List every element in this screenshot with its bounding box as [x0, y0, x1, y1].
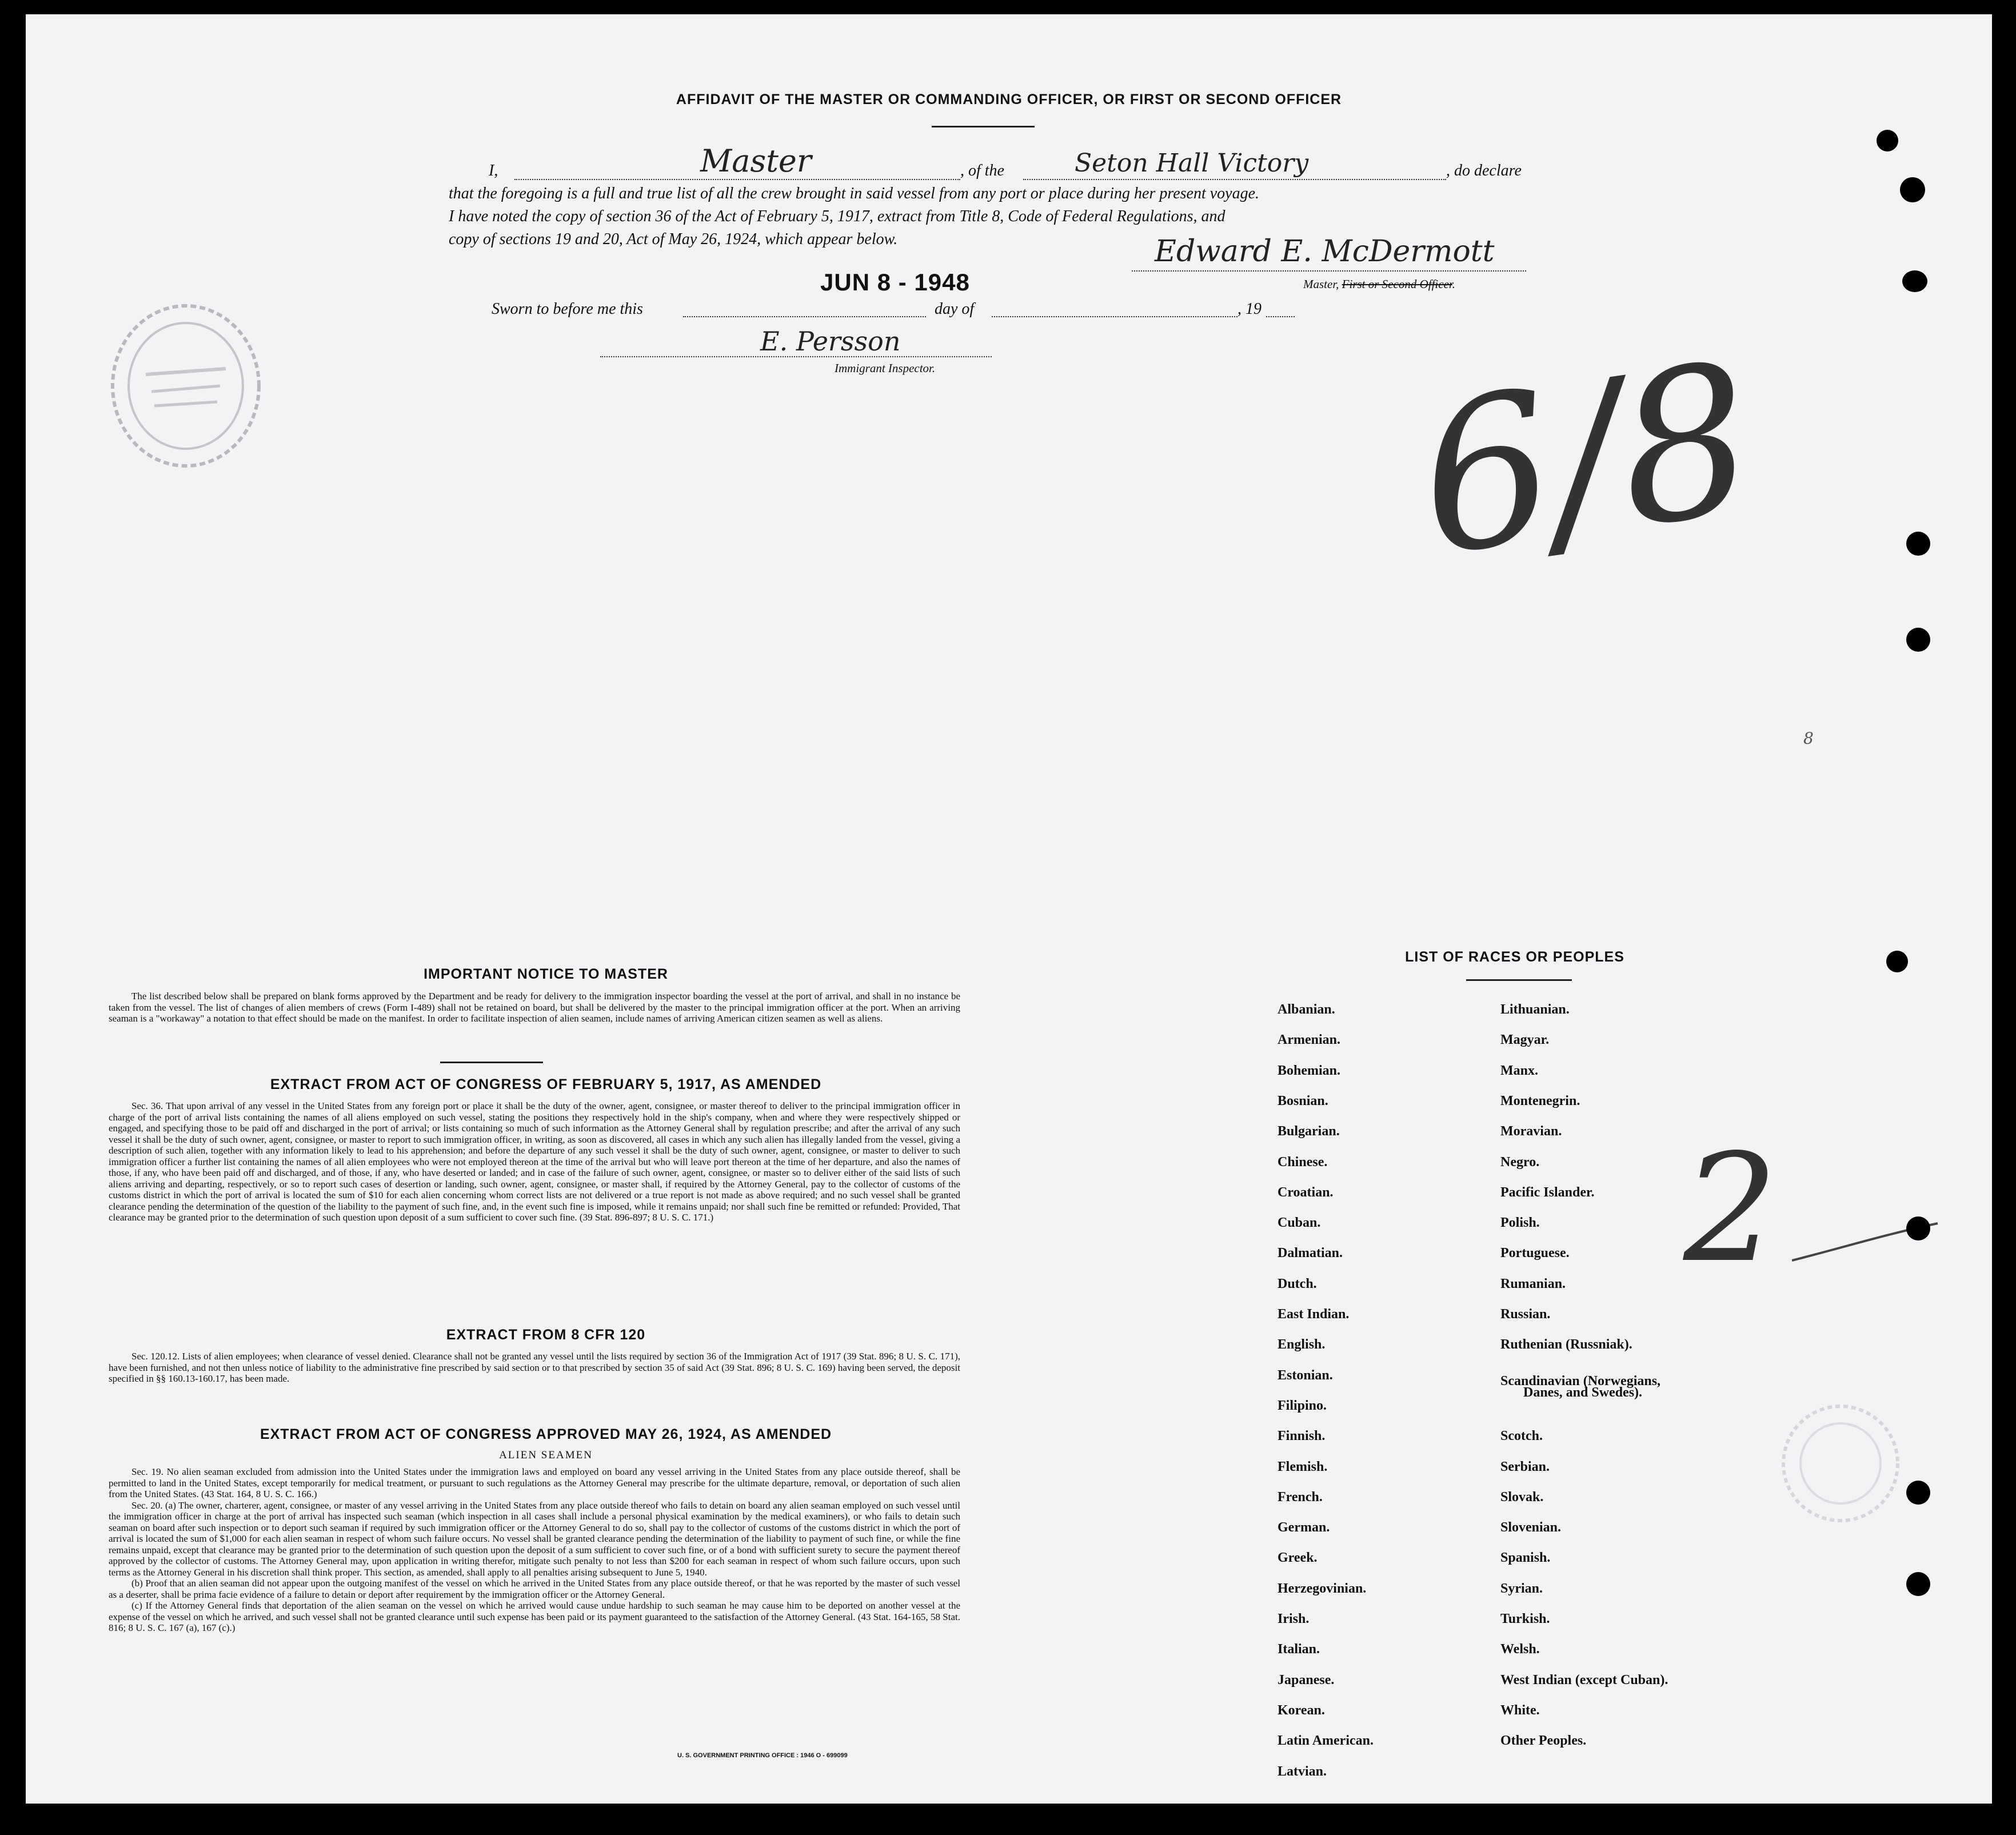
extract-1924-title: EXTRACT FROM ACT OF CONGRESS APPROVED MAY 26, 1924, AS AMENDED [260, 1426, 832, 1442]
race-item: Flemish. [1278, 1459, 1328, 1474]
punch-hole [1906, 1481, 1930, 1505]
punch-hole [1906, 628, 1930, 652]
title-divider [932, 126, 1035, 127]
race-item: Negro. [1500, 1155, 1540, 1170]
race-item: Lithuanian. [1500, 1002, 1570, 1017]
race-item: Croatian. [1278, 1185, 1334, 1200]
race-item: Montenegrin. [1500, 1094, 1580, 1108]
races-divider [1466, 979, 1572, 981]
race-item: Latin American. [1278, 1733, 1374, 1748]
race-item: Scotch. [1500, 1429, 1543, 1443]
master-label [1303, 277, 1455, 292]
race-item: Albanian. [1278, 1002, 1335, 1017]
document-page [26, 14, 1992, 1804]
race-item: Syrian. [1500, 1581, 1543, 1596]
section-20a: Sec. 20. (a) The owner, charterer, agent, consignee, or master of any vessel arriving in the United States from any place outside thereof who fails to detain on board any alien seaman employed on such vessel until the immigration officer in charge at the port of arrival has inspected such seaman (which inspection in all cases shall include a personal physical examination by the medical examiners), or who fails to detain such seaman on board after such inspection or to deport such seaman if required by such immigration officer or the Attorney General to do so, shall pay to the collector of customs of the customs district in which the port of arrival is located the sum of $1,000 for each alien seaman in respect of whom such failure occurs. No vessel shall be granted clearance pending the determination of the liability to payment of such fine, or while the fine remains unpaid, except that clearance may be granted prior to the determination of such question upon the deposit of a sum sufficient to cover such fine, or of a bond with sufficient surety to secure the payment thereof approved by the collector of customs. The Attorney General may, upon application in writing therefor, mitigate such penalty to not less than $200 for each seaman in respect of whom such failure occurs, upon such terms as the Attorney General in his discretion shall think proper. This section, as amended, shall apply to all penalties arising subsequent to June 5, 1940. [109, 1499, 960, 1578]
faint-round-stamp [1775, 1398, 1906, 1529]
extract-1924-subtitle: ALIEN SEAMEN [499, 1449, 593, 1461]
race-item: East Indian. [1278, 1307, 1350, 1322]
handwritten-rank: Master [700, 143, 812, 179]
race-item: Herzegovinian. [1278, 1581, 1367, 1596]
race-item: Magyar. [1500, 1032, 1550, 1047]
race-item: Latvian. [1278, 1764, 1327, 1779]
punch-hole [1906, 1572, 1930, 1596]
punch-hole [1877, 130, 1898, 151]
notice-divider [440, 1062, 543, 1063]
handwritten-two: 2 [1683, 1123, 1778, 1295]
inspector-line [600, 356, 992, 357]
race-item: Estonian. [1278, 1368, 1333, 1383]
handwritten-small-mark: 8 [1803, 729, 1814, 748]
customs-seal-stamp [106, 300, 266, 472]
affidavit-line-2: that the foregoing is a full and true list of all the crew brought in said vessel from any port or place during her present voyage. [449, 185, 1260, 202]
race-item: Manx. [1500, 1063, 1538, 1078]
race-item: West Indian (except Cuban). [1500, 1673, 1668, 1688]
race-item: Pacific Islander. [1500, 1185, 1595, 1200]
race-item: Scandinavian (Norwegians, [1500, 1374, 1661, 1389]
affidavit-of-the-label: , of the [960, 162, 1004, 179]
race-item: Cuban. [1278, 1215, 1321, 1230]
race-item: Irish. [1278, 1611, 1310, 1626]
race-item: Rumanian. [1500, 1276, 1566, 1291]
section-20b: (b) Proof that an alien seaman did not appear upon the outgoing manifest of the vessel on which he arrived in the United States from any place outside thereof, or that he was reported by the master of such vessel as a deserter, shall be prima facie evidence of a failure to detain or deport after requirement by the immigration officer or the Attorney General. [109, 1578, 960, 1600]
sworn-label: Sworn to before me this [492, 300, 643, 318]
year-label: , 19 [1237, 300, 1262, 318]
race-item: Bulgarian. [1278, 1124, 1340, 1139]
rank-line [514, 179, 960, 180]
race-item: Chinese. [1278, 1155, 1328, 1170]
extract-1917-body: Sec. 36. That upon arrival of any vessel in the United States from any foreign port or place it shall be the duty of the owner, agent, consignee, or master thereof to deliver to the principal immigration officer in charge of the port of arrival lists containing the names of all aliens employed on such vessel, stating the positions they respectively hold in the ship's company, when and where they were respectively shipped or engaged, and specifying those to be paid off and discharged in the port of arrival; or lists containing so much of such information as the Attorney General shall by regulation prescribe; and after the arrival of any such vessel it shall be the duty of such owner, agent, consignee, or master to report to such immigration officer, in writing, as soon as discovered, all cases in which any such alien has illegally landed from the vessel, giving a description of such alien, together with any information likely to lead to his apprehension; and before the departure of any such vessel it shall be the duty of such owner, agent, consignee, or master to deliver to such immigration officer a further list containing the names of all alien employees who were not employed thereon at the time of the arrival but who will leave port thereon at the time of her departure, and also the names of those, if any, who have been paid off and discharged, and of those, if any, who have deserted or landed; and in case of the failure of such owner, agent, consignee, or master so to deliver either of the said lists of such aliens arriving and departing, respectively, or so to report such cases of desertion or landing, such owner, agent, consignee, or master shall, if required by the Attorney General, pay to the collector of customs of the customs district in which the port of arrival is located the sum of $10 for each alien concerning whom correct lists are not delivered or a true report is not made as above required; and no such vessel shall be granted clearance pending the determination of the question of the liability to the payment of such fine, and, in the event such fine is imposed, while it remains unpaid; nor shall such fine be remitted or refunded: Provided, That clearance may be granted prior to the determination of such question upon deposit of a sum sufficient to cover such fine. (39 Stat. 896-897; 8 U. S. C. 171.) [109, 1100, 960, 1223]
race-scandinavian-continued: Danes, and Swedes). [1523, 1385, 1643, 1400]
affidavit-i-label: I, [489, 162, 498, 179]
race-item: Bohemian. [1278, 1063, 1341, 1078]
race-item: Portuguese. [1500, 1246, 1570, 1260]
vessel-line [1023, 179, 1446, 180]
punch-hole [1906, 532, 1930, 556]
race-item: Turkish. [1500, 1611, 1550, 1626]
race-item: Russian. [1500, 1307, 1551, 1322]
affidavit-title: AFFIDAVIT OF THE MASTER OR COMMANDING OFFICER, OR FIRST OR SECOND OFFICER [676, 91, 1342, 107]
master-label-struck: First or Second Officer [1342, 277, 1452, 291]
race-item: Other Peoples. [1500, 1733, 1587, 1748]
race-item: French. [1278, 1490, 1323, 1505]
race-item: Serbian. [1500, 1459, 1550, 1474]
race-item: Italian. [1278, 1642, 1320, 1657]
extract-cfr-title: EXTRACT FROM 8 CFR 120 [446, 1327, 646, 1343]
race-item: Polish. [1500, 1215, 1540, 1230]
handwritten-large-number: 6/8 [1405, 318, 1767, 602]
master-label-text: Master, [1303, 277, 1342, 291]
race-item: Filipino. [1278, 1398, 1327, 1413]
master-label-period: . [1452, 277, 1455, 291]
section-19: Sec. 19. No alien seaman excluded from admission into the United States under the immigration laws and employed on board any vessel arriving in the United States from any place outside thereof, shall be permitted to land in the United States, except temporarily for medical treatment, or pursuant to such regulations as the Attorney General may prescribe for the ultimate departure, removal, or deportation of such alien from the United States. (43 Stat. 164, 8 U. S. C. 166.) [109, 1466, 960, 1499]
punch-hole [1900, 177, 1925, 202]
master-signature: Edward E. McDermott [1155, 234, 1495, 269]
section-20c: (c) If the Attorney General finds that deportation of the alien seaman on the vessel on which he arrived would cause undue hardship to such seaman he may cause him to be deported on another vessel at the expense of the vessel on which he arrived, and such vessel shall not be granted clearance until such expense has been paid or its payment guaranteed to the satisfaction of the Attorney General. (43 Stat. 164-165, 58 Stat. 816; 8 U. S. C. 167 (a), 167 (c).) [109, 1600, 960, 1633]
notice-title: IMPORTANT NOTICE TO MASTER [424, 966, 668, 982]
affidavit-line-4: copy of sections 19 and 20, Act of May 26, 1924, which appear below. [449, 230, 898, 248]
punch-hole [1906, 1216, 1930, 1240]
date-stamp: JUN 8 - 1948 [820, 269, 970, 296]
race-item: Greek. [1278, 1550, 1318, 1565]
affidavit-line-3: I have noted the copy of section 36 of the Act of February 5, 1917, extract from Title 8, Code of Federal Regulations, and [449, 208, 1225, 225]
race-item: Korean. [1278, 1703, 1325, 1718]
punch-hole [1902, 270, 1927, 292]
extract-1924-body [109, 1466, 960, 1634]
month-line [992, 316, 1237, 317]
extract-1917-title: EXTRACT FROM ACT OF CONGRESS OF FEBRUARY 5, 1917, AS AMENDED [270, 1076, 822, 1092]
race-item: Finnish. [1278, 1429, 1326, 1443]
inspector-label: Immigrant Inspector. [835, 361, 936, 375]
race-item: Ruthenian (Russniak). [1500, 1337, 1632, 1352]
races-title: LIST OF RACES OR PEOPLES [1405, 949, 1624, 965]
race-item: Moravian. [1500, 1124, 1562, 1139]
race-item: English. [1278, 1337, 1326, 1352]
race-item: Slovenian. [1500, 1520, 1562, 1535]
race-item: White. [1500, 1703, 1540, 1718]
day-of-label: day of [935, 300, 975, 318]
race-item: Dalmatian. [1278, 1246, 1343, 1260]
punch-hole [1886, 951, 1908, 972]
notice-body: The list described below shall be prepared on blank forms approved by the Department and be ready for delivery to the immigration inspector boarding the vessel at the port of arrival, and shall in no instance be taken from the vessel. The list of changes of alien members of crews (Form I-489) shall not be retained on board, but shall be delivered by the master to the principal immigration officer at the port. When an arriving seaman is a "workaway" a notation to that effect should be made on the manifest. In order to facilitate inspection of alien seamen, include names of arriving American citizen seamen as well as aliens. [109, 991, 960, 1024]
race-item: Slovak. [1500, 1490, 1544, 1505]
handwritten-vessel: Seton Hall Victory [1075, 149, 1309, 178]
signature-line [1132, 270, 1526, 272]
race-item: Dutch. [1278, 1276, 1317, 1291]
race-item: Japanese. [1278, 1673, 1335, 1688]
affidavit-declare-label: , do declare [1446, 162, 1522, 179]
race-item: Bosnian. [1278, 1094, 1328, 1108]
sworn-day-line [683, 316, 926, 317]
year-line [1266, 316, 1295, 317]
race-item: Spanish. [1500, 1550, 1551, 1565]
extract-cfr-body: Sec. 120.12. Lists of alien employees; when clearance of vessel denied. Clearance shall not be granted any vessel until the lists required by section 36 of the Immigration Act of 1917 (39 Stat. 896; 8 U. S. C. 171), have been furnished, and not then unless notice of liability to the administrative fine prescribed by said section or to that prescribed by section 35 of said Act (39 Stat. 896; 8 U. S. C. 169) having been served, the deposit specified in §§ 160.13-160.17, has been made. [109, 1351, 960, 1384]
race-item: German. [1278, 1520, 1330, 1535]
inspector-signature: E. Persson [760, 326, 901, 357]
race-item: Welsh. [1500, 1642, 1540, 1657]
printing-office-line: U. S. GOVERNMENT PRINTING OFFICE : 1946 O - 699099 [677, 1752, 848, 1759]
race-item: Armenian. [1278, 1032, 1340, 1047]
